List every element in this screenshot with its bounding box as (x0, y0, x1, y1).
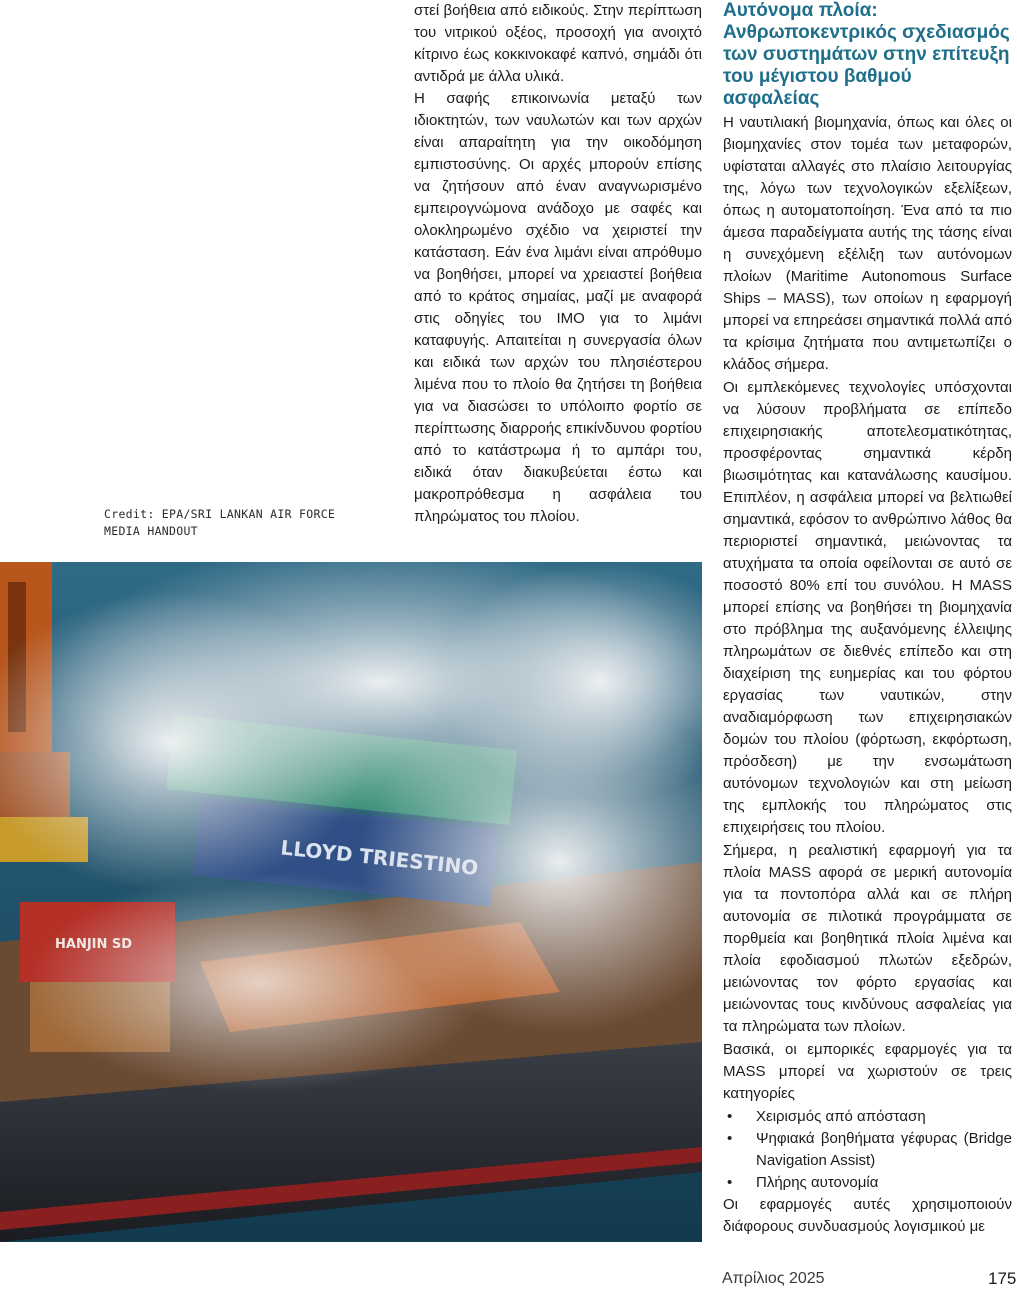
right-paragraph-4: Βασικά, οι εμπορικές εφαρμογές για τα MASS μπορεί να χωριστούν σε τρεις κατηγορίες (723, 1041, 1012, 1102)
category-list (723, 1106, 1012, 1194)
container-label-lloyd: LLOYD (279, 835, 354, 867)
issue-month: Απρίλιος 2025 (722, 1270, 825, 1287)
bullet-icon: • (727, 1174, 733, 1191)
photo-credit-line-2: MEDIA HANDOUT (104, 524, 198, 538)
list-item (723, 1172, 1012, 1194)
section-heading: Αυτόνομα πλοία: Ανθρωποκεντρικός σχεδιασμός των συστημάτων στην επίτευξη του μέγιστου βαθμού ασφαλείας (723, 0, 1010, 109)
right-paragraph-2: Οι εμπλεκόμενες τεχνολογίες υπόσχονται να λύσουν προβλήματα σε επίπεδο επιχειρησιακής αποτελεσματικότητας, προσφέροντας σημαντικά κέρδη βιωσιμότητας και κατανάλωσης καυσίμου. Επιπλέον, η ασφάλεια μπορεί να βελτιωθεί σημαντικά, εφόσον το ανθρώπινο λάθος θα περιοριστεί σημαντικά, μειώνοντας τα ατυχήματα τα οποία οφείλονται σε αυτό σε ποσοστό 80% επί του συνόλου. Η MASS μπορεί επίσης να βοηθήσει τη βιομηχανία στο πρόβλημα της αυξανόμενης έλλειψης πληρωμάτων σε διεθνές επίπεδο και στη διαχείριση της ευημερίας και του φόρτου εργασίας των ναυτικών, στην αναδιαμόρφωση των επιχειρησιακών δομών του πλοίου (φόρτωση, εκφόρτωση, πρόσδεση) με την ενσωμάτωση αυτόνομων τεχνολογιών και στη μείωση της εμπλοκής του πληρώματος στις επιχειρήσεις του πλοίου. (723, 379, 1012, 836)
bullet-icon: • (727, 1130, 733, 1147)
burning-ship-photo (0, 562, 702, 1242)
middle-paragraph-1: στεί βοήθεια από ειδικούς. Στην περίπτωση του νιτρικού οξέος, προσοχή για ανοιχτό κίτρινο έως κοκκινοκαφέ καπνό, σημάδι ότι αντιδρά με άλλα υλικά. (414, 2, 702, 85)
right-closing-paragraph: Οι εφαρμογές αυτές χρησιμοποιούν διάφορους συνδυασμούς λογισμικού με (723, 1196, 1012, 1235)
right-paragraph-1: Η ναυτιλιακή βιομηχανία, όπως και όλες οι βιομηχανίες στον τομέα των μεταφορών, υφίσταται αλλαγές στο πλαίσιο λειτουργίας της, λόγω των τεχνολογικών εξελίξεων, όπως η αυτοματοποίηση. Ένα από τα πιο άμεσα παραδείγματα αυτής της τάσης είναι η συνεχόμενη εξέλιξη των αυτόνομων πλοίων (Maritime Autonomous Surface Ships – MASS), των οποίων η εφαρμογή μπορεί να επηρεάσει σημαντικά πολλά από τα κρίσιμα ζητήματα που αντιμετωπίζει ο κλάδος σήμερα. (723, 114, 1012, 373)
list-item-text: Πλήρης αυτονομία (756, 1174, 879, 1191)
list-item (723, 1128, 1012, 1172)
bullet-icon: • (727, 1108, 733, 1125)
right-paragraph-3: Σήμερα, η ρεαλιστική εφαρμογή για τα πλοία MASS αφορά σε μερική αυτονομία για τα ποντοπόρα αλλά και σε πλήρη αυτονομία σε πιλοτικά προγράμματα σε πορθμεία και βοηθητικά πλοία λιμένα και πλοία εφοδιασμού πλωτών εξεδρών, μειώνοντας τον φόρτο εργασίας και μειώνοντας τους κινδύνους ασφαλείας για τα πληρώματα των πλοίων. (723, 842, 1012, 1035)
middle-text-column (414, 0, 702, 528)
photo-credit (104, 506, 344, 540)
right-text-column (723, 0, 1012, 1239)
list-item-text: Ψηφιακά βοηθήματα γέφυρας (Bridge Navigation Assist) (756, 1130, 1012, 1169)
middle-paragraph-2: Η σαφής επικοινωνία μεταξύ των ιδιοκτητών, των ναυλωτών και των αρχών είναι απαραίτητη για την οικοδόμηση εμπιστοσύνης. Οι αρχές μπορούν επίσης να ζητήσουν από έναν αναγνωρισμένο εμπειρογνώμονα ανάδοχο με σαφές και ολοκληρωμένο σχέδιο να χειριστεί την κατάσταση. Εάν ένα λιμάνι είναι απρόθυμο να βοηθήσει, μπορεί να χρειαστεί βοήθεια από το κράτος σημαίας, μαζί με αναφορά στις οδηγίες του IMO για το λιμάνι καταφυγής. Απαιτείται η συνεργασία όλων και ειδικά των αρχών του πλησιέστερου λιμένα που το πλοίο θα ζητήσει τη βοήθεια για να διασώσει το υπόλοιπο φορτίο σε περίπτωσης διαρροής επικίνδυνου φορτίου από το κατάστρωμα ή το αμπάρι του, ειδικά όταν διακυβεύεται έστω και μακροπρόθεσμα η ασφάλεια του πληρώματος του πλοίου. (414, 90, 702, 525)
page-number: 175 (988, 1269, 1017, 1288)
photo-credit-line-1: Credit: EPA/SRI LANKAN AIR FORCE (104, 507, 336, 521)
ship-fire-illustration (0, 562, 702, 1242)
list-item (723, 1106, 1012, 1128)
list-item-text: Χειρισμός από απόσταση (756, 1108, 926, 1125)
